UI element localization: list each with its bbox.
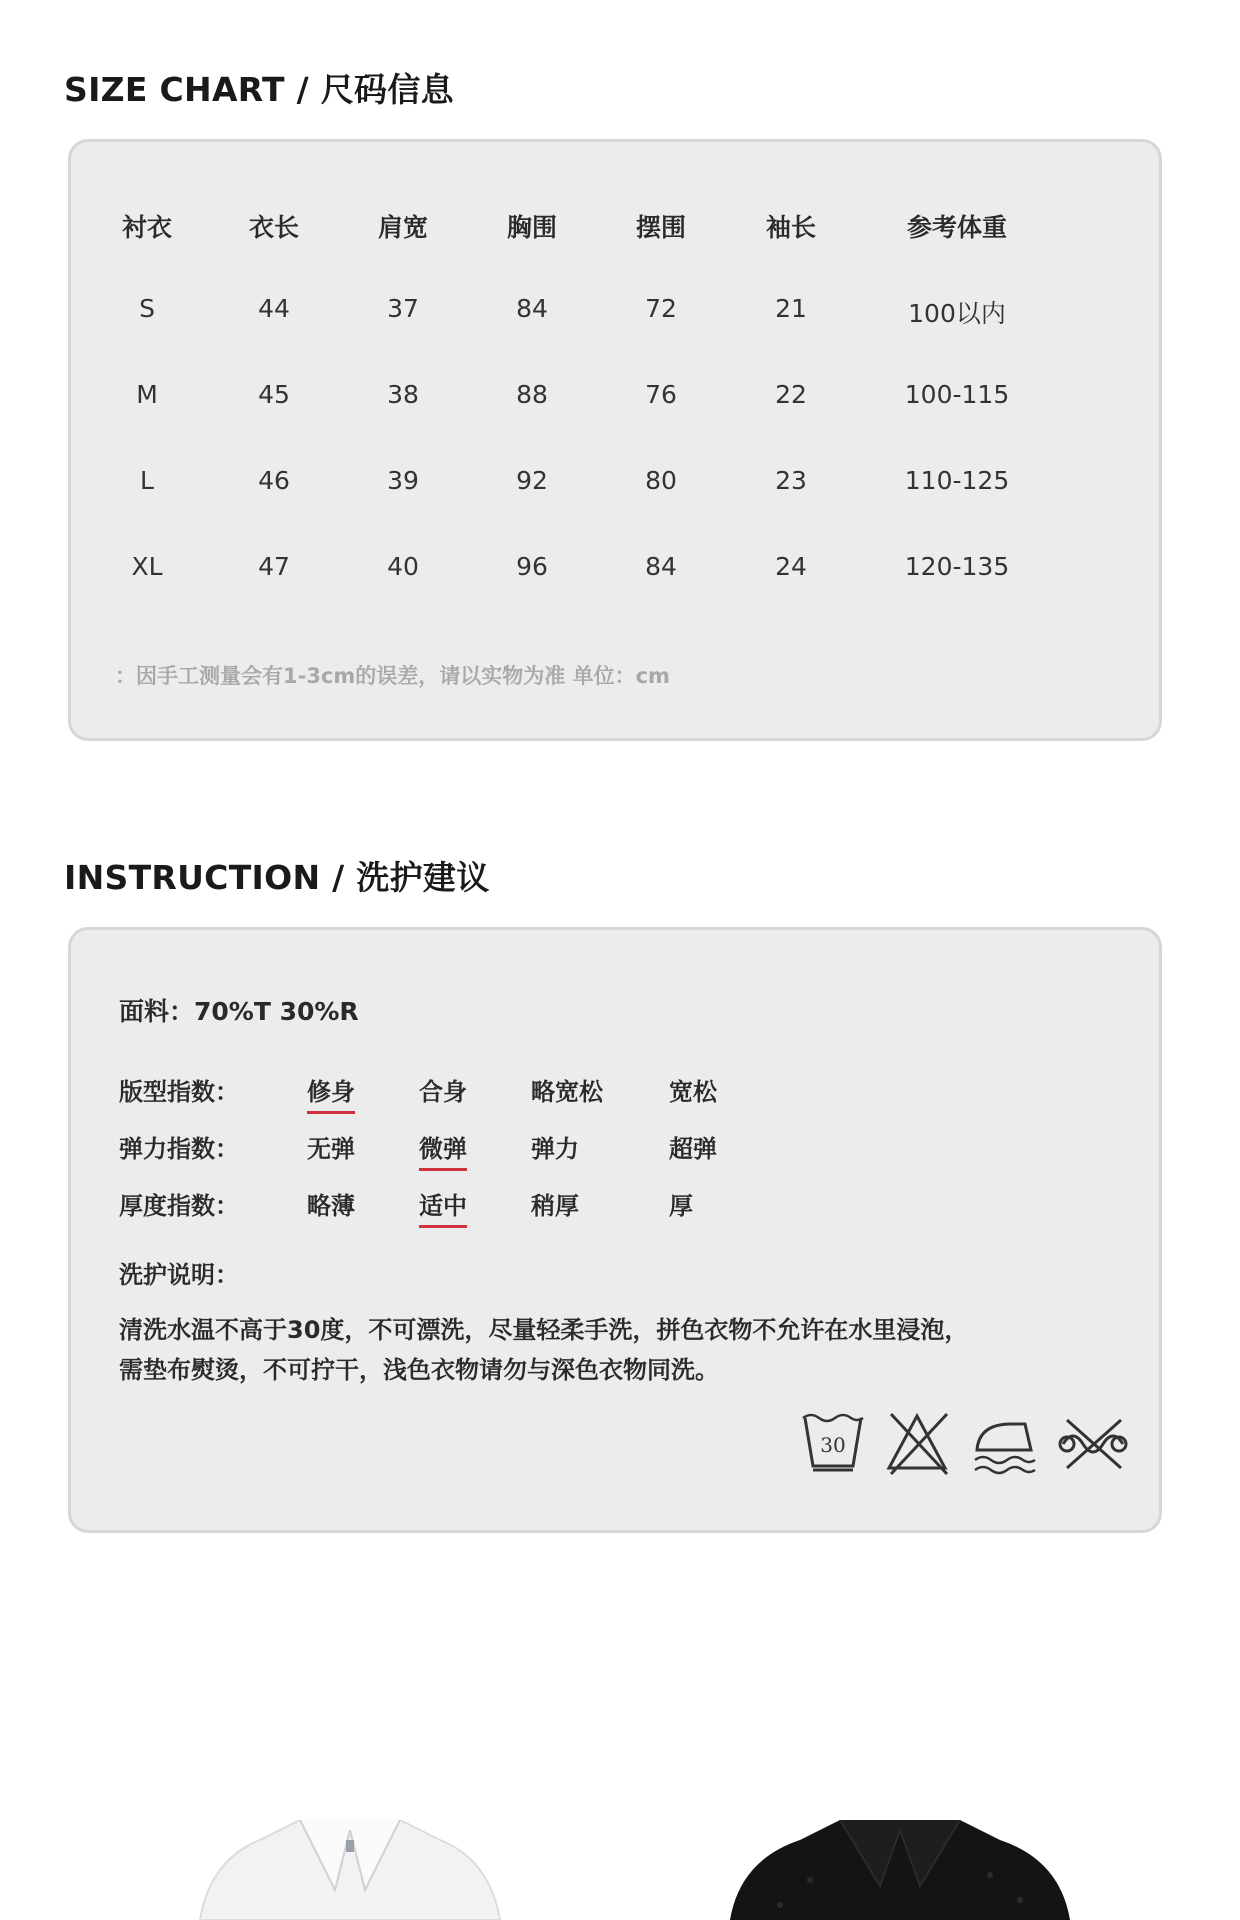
size-value-cell: 84: [516, 294, 548, 323]
size-note: ：因手工测量会有1-3cm的误差，请以实物为准 单位：cm: [115, 664, 670, 688]
thickness-option: 略薄: [307, 1192, 355, 1220]
size-value-cell: 92: [516, 466, 548, 495]
size-label-cell: M: [136, 380, 158, 409]
black-shirt-image: [720, 1820, 1080, 1920]
size-value-cell: 72: [645, 294, 677, 323]
fit-index-label: 版型指数：: [119, 1078, 239, 1106]
size-value-cell: 22: [775, 380, 807, 409]
size-value-cell: 80: [645, 466, 677, 495]
iron-with-cloth-icon: [971, 1410, 1039, 1476]
size-value-cell: 88: [516, 380, 548, 409]
size-value-cell: 24: [775, 552, 807, 581]
thickness-option: 稍厚: [531, 1192, 579, 1220]
fabric-composition: 面料：70%T 30%R: [119, 997, 359, 1026]
size-value-cell: 44: [258, 294, 290, 323]
size-label-cell: L: [140, 466, 154, 495]
fit-option: 略宽松: [531, 1078, 603, 1106]
size-value-cell: 100-115: [904, 380, 1010, 409]
care-icons: [801, 1410, 1131, 1490]
size-value-cell: 47: [258, 552, 290, 581]
size-chart-title: SIZE CHART / 尺码信息: [64, 70, 454, 109]
white-shirt-image: [170, 1820, 530, 1920]
no-bleach-icon: [883, 1410, 951, 1476]
size-header-cell: 衣长: [248, 213, 300, 242]
elasticity-option: 无弹: [307, 1135, 355, 1163]
care-line: 需垫布熨烫，不可拧干，浅色衣物请勿与深色衣物同洗。: [119, 1356, 719, 1384]
elasticity-index-label: 弹力指数：: [119, 1135, 239, 1163]
fit-option: 宽松: [669, 1078, 717, 1106]
size-value-cell: 84: [645, 552, 677, 581]
size-value-cell: 23: [775, 466, 807, 495]
size-value-cell: 100以内: [908, 299, 1006, 328]
size-value-cell: 46: [258, 466, 290, 495]
size-header-cell: 肩宽: [377, 213, 429, 242]
size-value-cell: 39: [387, 466, 419, 495]
size-value-cell: 45: [258, 380, 290, 409]
thickness-option: 适中: [419, 1186, 467, 1228]
size-header-cell: 摆围: [635, 213, 687, 242]
size-value-cell: 21: [775, 294, 807, 323]
size-value-cell: 40: [387, 552, 419, 581]
size-value-cell: 76: [645, 380, 677, 409]
size-value-cell: 96: [516, 552, 548, 581]
elasticity-option: 弹力: [531, 1135, 579, 1163]
thickness-index-label: 厚度指数：: [119, 1192, 239, 1220]
size-value-cell: 110-125: [904, 466, 1010, 495]
care-line: 清洗水温不高于30度，不可漂洗，尽量轻柔手洗，拼色衣物不允许在水里浸泡，: [119, 1316, 969, 1344]
elasticity-option: 超弹: [669, 1135, 717, 1163]
size-header-cell: 参考体重: [906, 213, 1008, 242]
size-label-cell: S: [139, 294, 155, 323]
instruction-title: INSTRUCTION / 洗护建议: [64, 858, 490, 897]
size-table: [71, 142, 1159, 738]
thickness-option: 厚: [669, 1192, 693, 1220]
size-value-cell: 38: [387, 380, 419, 409]
size-value-cell: 120-135: [904, 552, 1010, 581]
fit-option: 合身: [419, 1078, 467, 1106]
size-header-cell: 胸围: [506, 213, 558, 242]
wash-30-icon: [801, 1410, 865, 1476]
instruction-panel: [68, 927, 1162, 1533]
size-header-cell: 袖长: [765, 213, 817, 242]
no-wring-icon: [1057, 1410, 1131, 1476]
size-header-cell: 衬衣: [121, 213, 173, 242]
size-label-cell: XL: [131, 552, 163, 581]
size-value-cell: 37: [387, 294, 419, 323]
wash-temp-text: 30: [820, 1433, 846, 1457]
care-title: 洗护说明：: [119, 1261, 239, 1289]
fit-option: 修身: [307, 1072, 355, 1114]
elasticity-option: 微弹: [419, 1129, 467, 1171]
size-chart-panel: [68, 139, 1162, 741]
